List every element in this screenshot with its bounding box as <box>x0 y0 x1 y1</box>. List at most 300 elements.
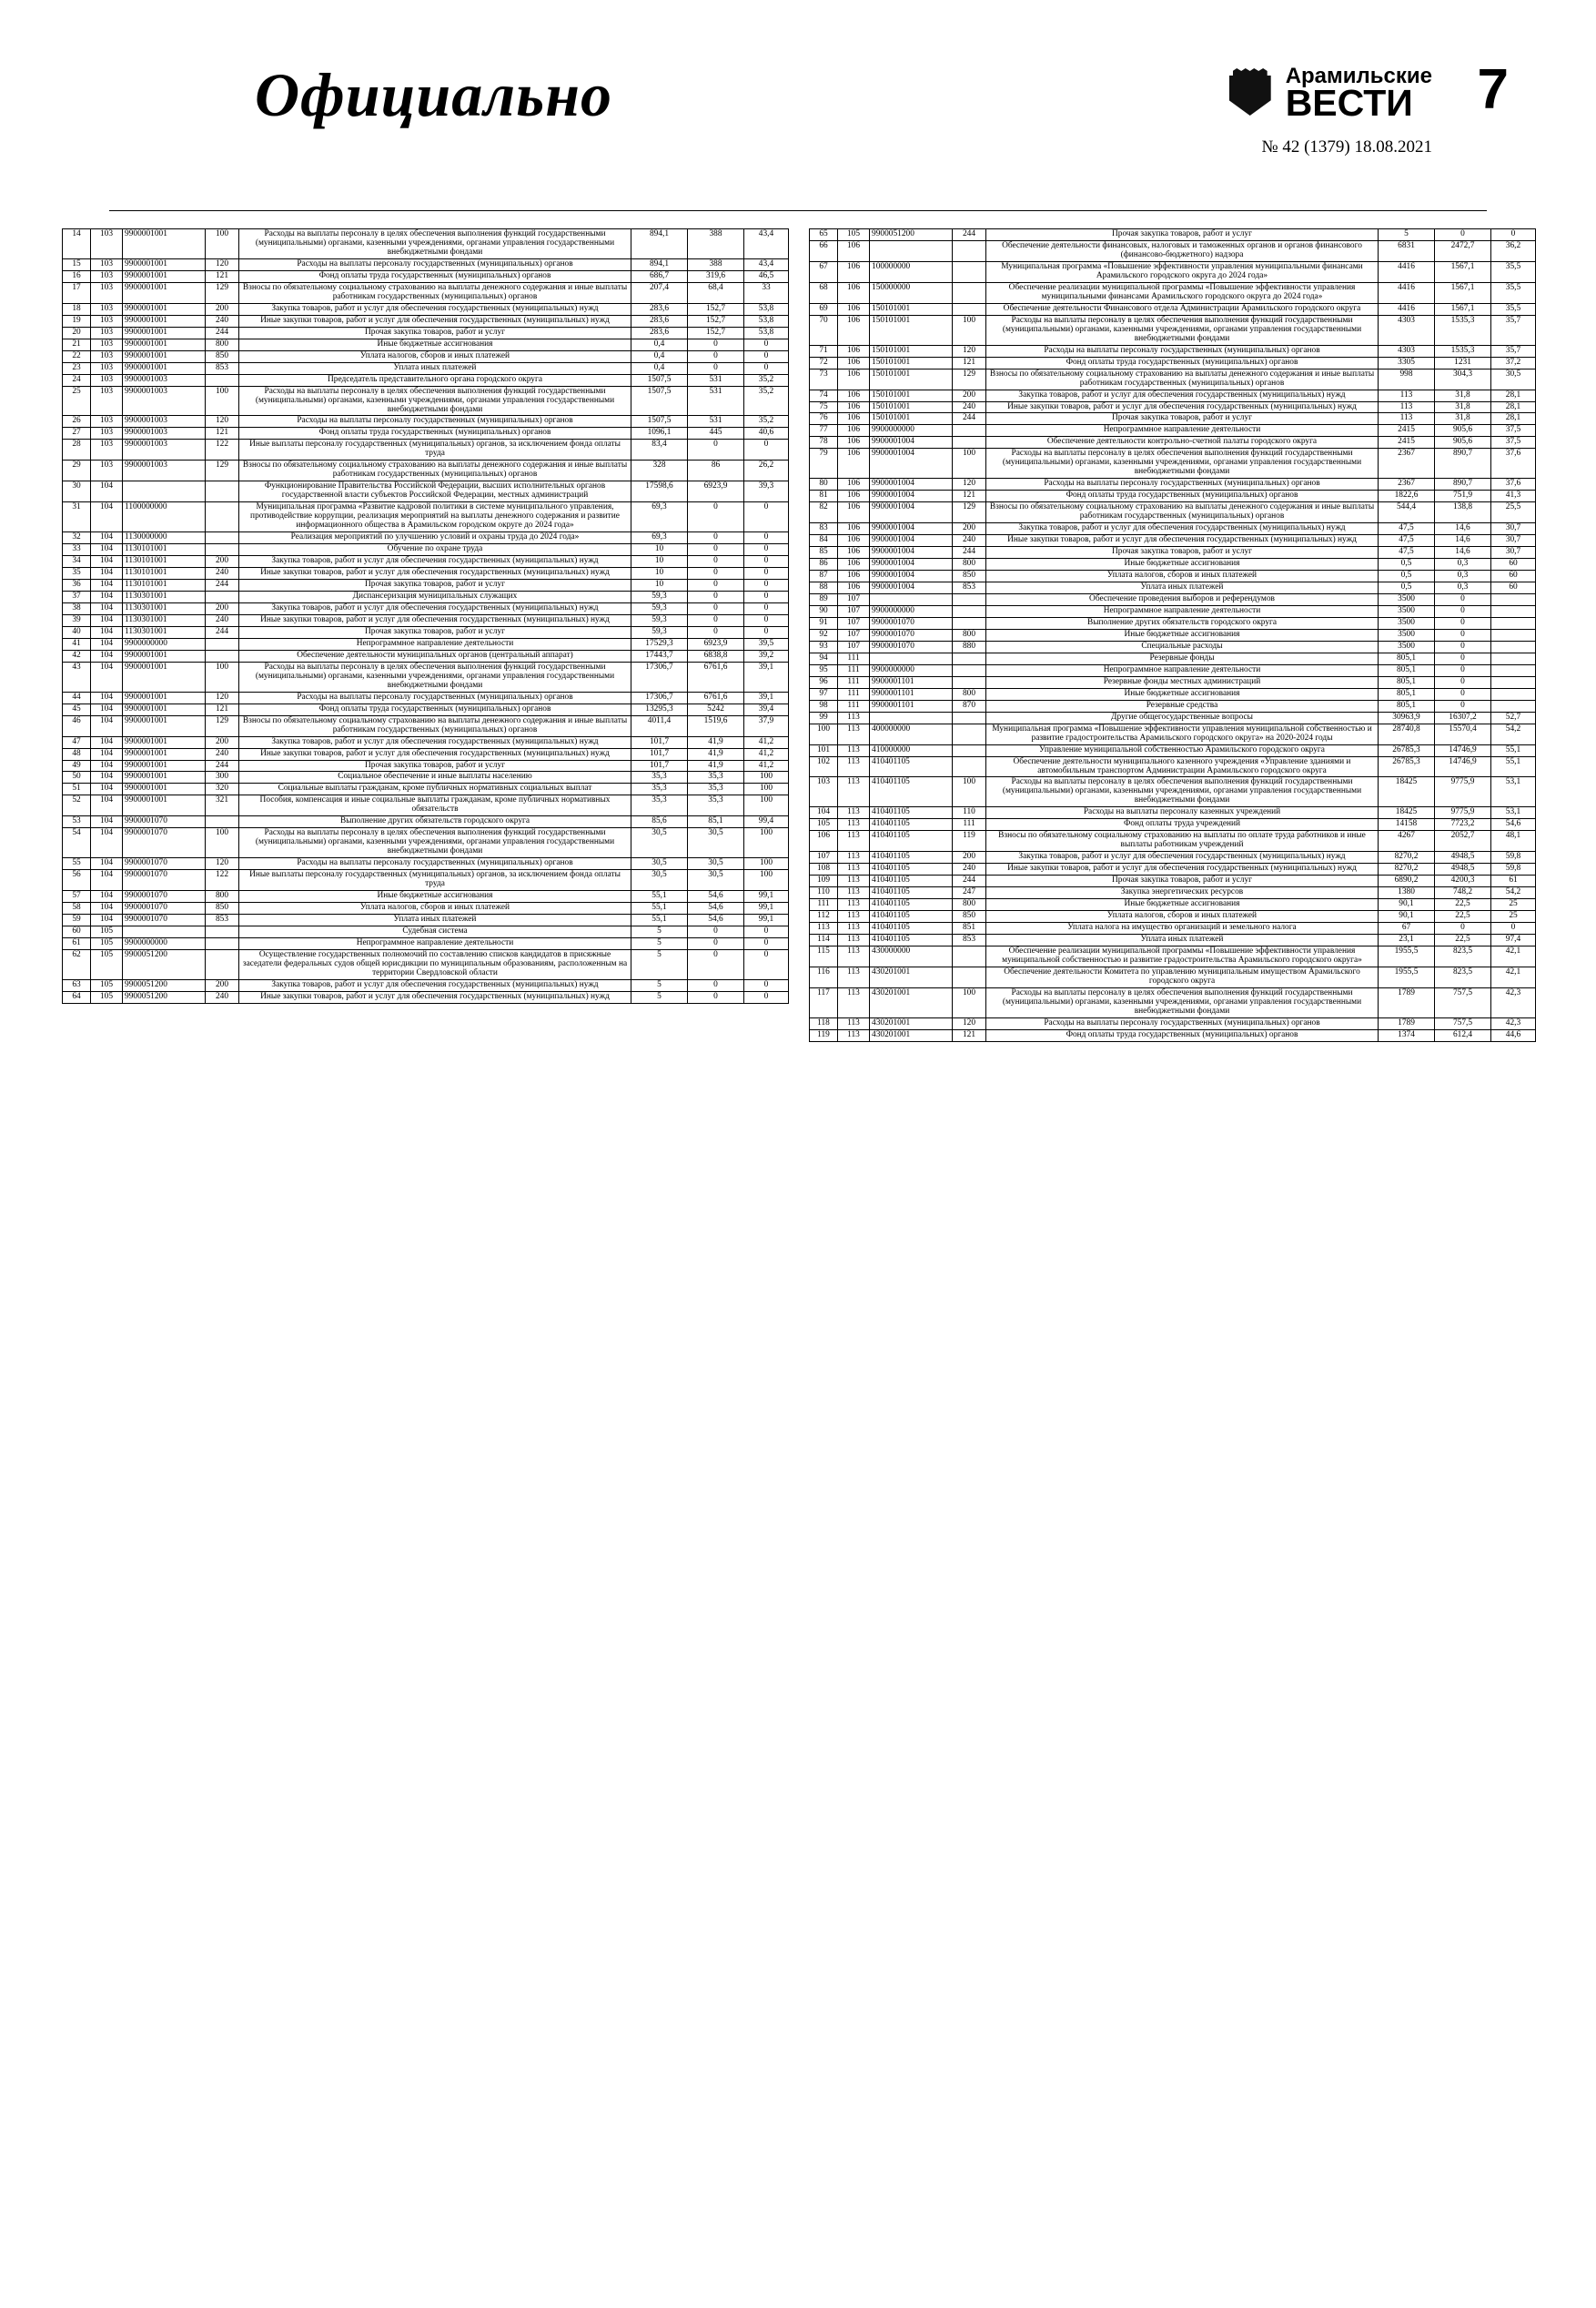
table-cell: 100 <box>744 858 789 870</box>
table-cell <box>239 362 631 374</box>
table-cell: 26785,3 <box>1379 744 1435 756</box>
table-cell <box>239 350 631 362</box>
table-cell: 42 <box>63 650 91 662</box>
table-cell: 103 <box>91 428 123 440</box>
table-cell: 112 <box>810 911 838 923</box>
table-cell: 120 <box>206 416 239 428</box>
table-cell: 103 <box>91 350 123 362</box>
table-row <box>810 724 1536 744</box>
table-cell: 410401105 <box>870 899 953 911</box>
row-name: Иные бюджетные ассигнования <box>377 339 493 349</box>
table-cell: 120 <box>953 1017 986 1029</box>
table-row <box>810 535 1536 547</box>
table-cell: 100 <box>810 724 838 744</box>
row-name: Расходы на выплаты персоналу государственных (муниципальных) органов <box>1044 345 1320 355</box>
table-cell: 4200,3 <box>1435 876 1491 887</box>
header-divider <box>109 210 1487 211</box>
table-cell <box>239 903 631 915</box>
row-name: Расходы на выплаты персоналу в целях обеспечения выполнения функций государственными (муниципальными) органами, казенными учреждениями, органами управления государственными внебюджетными фондами <box>255 386 615 414</box>
table-row <box>810 240 1536 261</box>
table-cell: 0 <box>1435 700 1491 712</box>
table-cell: 40,6 <box>744 428 789 440</box>
table-cell <box>986 923 1379 935</box>
table-cell: 0 <box>744 949 789 979</box>
table-cell: 0 <box>744 502 789 532</box>
table-cell: 410401105 <box>870 852 953 864</box>
table-cell <box>953 664 986 676</box>
table-cell <box>123 926 206 938</box>
row-name: Специальные расходы <box>1141 641 1223 651</box>
table-cell: 8270,2 <box>1379 852 1435 864</box>
table-cell: 0 <box>744 362 789 374</box>
table-cell: 33 <box>744 282 789 303</box>
row-name: Иные закупки товаров, работ и услуг для обеспечения государственных (муниципальных) нужд <box>260 568 610 578</box>
table-cell <box>986 617 1379 629</box>
table-cell: 113 <box>838 967 870 987</box>
row-name: Прочая закупка товаров, работ и услуг <box>365 327 505 337</box>
table-row <box>63 580 789 592</box>
table-row <box>63 638 789 650</box>
table-cell <box>239 315 631 327</box>
table-cell: 30,7 <box>1491 535 1536 547</box>
table-cell: 109 <box>810 876 838 887</box>
table-cell: 102 <box>810 756 838 777</box>
table-row <box>810 582 1536 594</box>
table-cell: 100 <box>206 662 239 692</box>
table-cell <box>986 700 1379 712</box>
table-cell: 3500 <box>1379 629 1435 641</box>
table-cell: 10 <box>631 580 688 592</box>
table-cell: 0 <box>1435 605 1491 617</box>
table-cell: 30 <box>63 481 91 502</box>
table-cell: 410401105 <box>870 923 953 935</box>
table-cell: 9900001070 <box>123 891 206 903</box>
table-cell: 9900001004 <box>870 547 953 559</box>
table-cell: 16 <box>63 270 91 282</box>
table-cell <box>239 979 631 991</box>
table-cell: 6923,9 <box>688 481 744 502</box>
table-cell <box>239 858 631 870</box>
table-cell: 85,6 <box>631 816 688 828</box>
table-cell <box>206 502 239 532</box>
table-cell: 106 <box>838 303 870 315</box>
table-cell: 9900000000 <box>870 605 953 617</box>
row-name: Фонд оплаты труда государственных (муниципальных) органов <box>1066 491 1298 501</box>
table-cell: 4416 <box>1379 261 1435 282</box>
table-cell <box>986 899 1379 911</box>
table-cell: 0 <box>688 979 744 991</box>
table-cell: 103 <box>91 270 123 282</box>
table-cell: 35,2 <box>744 386 789 416</box>
table-cell: 39,4 <box>744 704 789 715</box>
table-cell: 74 <box>810 390 838 401</box>
table-cell: 612,4 <box>1435 1029 1491 1041</box>
table-cell: 106 <box>838 425 870 437</box>
table-cell: 0,5 <box>1379 559 1435 571</box>
table-cell: 59,3 <box>631 591 688 602</box>
table-cell <box>953 724 986 744</box>
table-cell: 113 <box>838 807 870 819</box>
table-cell: 0,4 <box>631 362 688 374</box>
table-cell: 800 <box>953 688 986 700</box>
table-cell: 0 <box>1435 593 1491 605</box>
table-cell: 41,9 <box>688 760 744 772</box>
table-cell: 37,6 <box>1491 449 1536 479</box>
table-row <box>810 315 1536 345</box>
table-row <box>810 437 1536 449</box>
table-cell: 32 <box>63 532 91 544</box>
table-cell: 99,4 <box>744 816 789 828</box>
table-cell <box>1491 629 1536 641</box>
table-cell: 116 <box>810 967 838 987</box>
table-cell: 244 <box>953 876 986 887</box>
table-cell: 9900001070 <box>123 870 206 891</box>
table-row <box>63 828 789 858</box>
table-cell: 24 <box>63 374 91 386</box>
table-cell: 320 <box>206 784 239 795</box>
table-cell <box>986 1017 1379 1029</box>
table-cell: 240 <box>206 568 239 580</box>
row-name: Обеспечение деятельности Комитета по управлению муниципальным имуществом Арамильского городского округа <box>1004 967 1360 986</box>
table-cell <box>239 282 631 303</box>
table-cell <box>239 481 631 502</box>
table-cell: 54,6 <box>688 915 744 926</box>
table-cell: 120 <box>953 345 986 357</box>
row-name: Муниципальная программа «Повышение эффективности управления муниципальной собственностью и развитие градостроительства Арамильского городского округа» на 2020-2024 годы <box>992 724 1372 743</box>
table-cell: 104 <box>91 772 123 784</box>
table-row <box>810 491 1536 502</box>
table-cell: 445 <box>688 428 744 440</box>
table-cell: 1130301001 <box>123 614 206 626</box>
table-cell: 0 <box>688 626 744 638</box>
table-row <box>810 664 1536 676</box>
table-row <box>810 946 1536 967</box>
table-cell: 60 <box>1491 571 1536 582</box>
table-cell: 823,5 <box>1435 967 1491 987</box>
table-cell: 104 <box>91 715 123 736</box>
right-column <box>809 228 1536 1042</box>
table-cell: 54,6 <box>1491 819 1536 831</box>
row-name: Закупка товаров, работ и услуг для обеспечения государственных (муниципальных) нужд <box>1018 852 1346 862</box>
row-name: Иные закупки товаров, работ и услуг для обеспечения государственных (муниципальных) нужд <box>1007 401 1357 411</box>
table-cell <box>239 416 631 428</box>
table-cell <box>986 605 1379 617</box>
table-cell: 10 <box>631 544 688 556</box>
table-cell <box>1491 688 1536 700</box>
row-name: Фонд оплаты труда государственных (муниципальных) органов <box>318 270 551 280</box>
table-cell: 17306,7 <box>631 662 688 692</box>
table-cell <box>986 502 1379 523</box>
table-cell: 39,1 <box>744 692 789 704</box>
table-cell: 28,1 <box>1491 413 1536 425</box>
table-cell: 47,5 <box>1379 535 1435 547</box>
table-cell: 104 <box>91 915 123 926</box>
table-cell <box>1491 653 1536 664</box>
table-cell: 5242 <box>688 704 744 715</box>
table-cell: 9900001070 <box>123 858 206 870</box>
table-cell: 5 <box>631 926 688 938</box>
table-cell <box>986 819 1379 831</box>
row-name: Резервные фонды местных администраций <box>1103 676 1261 686</box>
table-cell <box>1491 641 1536 653</box>
table-cell: 113 <box>838 712 870 724</box>
table-cell: 2415 <box>1379 437 1435 449</box>
table-cell <box>986 315 1379 345</box>
table-cell: 47 <box>63 736 91 748</box>
table-cell: 121 <box>953 491 986 502</box>
table-cell: 35,3 <box>631 772 688 784</box>
table-cell: 105 <box>810 819 838 831</box>
table-row <box>810 282 1536 303</box>
table-cell: 62 <box>63 949 91 979</box>
table-cell: 103 <box>91 374 123 386</box>
table-cell: 111 <box>953 819 986 831</box>
table-cell: 104 <box>91 870 123 891</box>
table-cell: 14746,9 <box>1435 744 1491 756</box>
table-cell: 129 <box>206 715 239 736</box>
table-cell <box>986 887 1379 899</box>
table-cell <box>986 1029 1379 1041</box>
table-cell: 47,5 <box>1379 547 1435 559</box>
table-cell: 200 <box>206 736 239 748</box>
budget-table-left <box>62 228 789 1004</box>
table-cell: 52 <box>63 795 91 816</box>
table-cell: 113 <box>838 946 870 967</box>
table-cell: 59,3 <box>631 614 688 626</box>
row-name: Обеспечение деятельности контрольно-счетной палаты городского округа <box>1046 437 1318 447</box>
row-name: Муниципальная программа «Развитие кадровой политики в системе муниципального управления, противодействие коррупции, реализация мероприятий на выплаты денежного содержания и развитие информационного общества в Арамильском городском округе до 2024 года» <box>250 502 620 531</box>
table-cell: 17443,7 <box>631 650 688 662</box>
table-cell: 138,8 <box>1435 502 1491 523</box>
table-cell: 90 <box>810 605 838 617</box>
table-cell <box>206 938 239 950</box>
table-cell: 72 <box>810 357 838 369</box>
table-cell: 104 <box>91 614 123 626</box>
table-row <box>63 568 789 580</box>
table-cell: 113 <box>838 935 870 946</box>
table-cell: 44,6 <box>1491 1029 1536 1041</box>
table-cell: 95 <box>810 664 838 676</box>
table-cell: 106 <box>838 401 870 413</box>
table-cell: 9900001001 <box>123 704 206 715</box>
row-name: Иные закупки товаров, работ и услуг для обеспечения государственных (муниципальных) нужд <box>1007 535 1357 545</box>
table-cell: 10 <box>631 568 688 580</box>
table-cell: 114 <box>810 935 838 946</box>
table-cell: 121 <box>206 704 239 715</box>
table-cell: 106 <box>838 547 870 559</box>
table-cell: 69,3 <box>631 502 688 532</box>
table-cell: 800 <box>206 891 239 903</box>
table-cell: 1567,1 <box>1435 261 1491 282</box>
table-cell: 4416 <box>1379 303 1435 315</box>
page-number: 7 <box>1477 58 1509 121</box>
table-cell: 30,7 <box>1491 547 1536 559</box>
table-cell: 6923,9 <box>688 638 744 650</box>
table-row <box>63 502 789 532</box>
table-cell: 244 <box>953 413 986 425</box>
table-cell: 0 <box>744 991 789 1003</box>
table-cell: 75 <box>810 401 838 413</box>
table-cell: 107 <box>838 605 870 617</box>
table-cell: 64 <box>63 991 91 1003</box>
table-cell: 129 <box>953 502 986 523</box>
table-row <box>810 967 1536 987</box>
table-cell: 97 <box>810 688 838 700</box>
table-cell: 6761,6 <box>688 692 744 704</box>
row-name: Выполнение других обязательств городского округа <box>339 816 530 826</box>
table-cell <box>953 946 986 967</box>
table-cell <box>870 240 953 261</box>
table-cell: 388 <box>688 258 744 270</box>
table-cell: 1096,1 <box>631 428 688 440</box>
table-cell: 100 <box>206 828 239 858</box>
table-cell: 104 <box>91 502 123 532</box>
table-cell: 905,6 <box>1435 425 1491 437</box>
row-name: Фонд оплаты труда государственных (муниципальных) органов <box>318 428 551 438</box>
table-cell: 823,5 <box>1435 946 1491 967</box>
table-cell <box>986 688 1379 700</box>
table-cell: 41,3 <box>1491 491 1536 502</box>
table-cell: 0 <box>688 949 744 979</box>
table-cell: 0 <box>744 626 789 638</box>
table-cell <box>986 967 1379 987</box>
table-cell: 9900001004 <box>870 479 953 491</box>
table-cell: 113 <box>838 864 870 876</box>
table-row <box>63 979 789 991</box>
table-cell <box>206 638 239 650</box>
table-cell: 111 <box>838 688 870 700</box>
table-row <box>63 736 789 748</box>
table-cell: 36,2 <box>1491 240 1536 261</box>
table-cell: 26,2 <box>744 461 789 481</box>
table-cell: 0 <box>688 938 744 950</box>
table-cell: 18425 <box>1379 777 1435 807</box>
table-cell: 1380 <box>1379 887 1435 899</box>
table-cell: 111 <box>838 676 870 688</box>
table-cell: 150101001 <box>870 315 953 345</box>
table-cell: 1955,5 <box>1379 967 1435 987</box>
table-cell <box>986 712 1379 724</box>
table-cell: 244 <box>953 547 986 559</box>
table-cell <box>239 428 631 440</box>
table-cell: 0 <box>688 591 744 602</box>
table-row <box>810 923 1536 935</box>
table-cell: 0 <box>1435 676 1491 688</box>
table-cell <box>206 374 239 386</box>
table-cell: 4416 <box>1379 282 1435 303</box>
table-cell: 0 <box>688 926 744 938</box>
table-cell: 9900051200 <box>123 949 206 979</box>
table-cell: 152,7 <box>688 315 744 327</box>
table-cell: 44 <box>63 692 91 704</box>
table-cell <box>986 911 1379 923</box>
table-cell: 22,5 <box>1435 899 1491 911</box>
table-cell: 53,8 <box>744 327 789 339</box>
table-cell: 106 <box>838 369 870 390</box>
row-name: Расходы на выплаты персоналу государственных (муниципальных) органов <box>1044 1017 1320 1027</box>
table-cell: 30,7 <box>1491 523 1536 535</box>
table-cell: 9900001070 <box>870 617 953 629</box>
table-row <box>63 662 789 692</box>
table-cell: 8270,2 <box>1379 864 1435 876</box>
table-cell: 7723,2 <box>1435 819 1491 831</box>
table-cell <box>953 437 986 449</box>
table-cell <box>1491 664 1536 676</box>
row-name: Обеспечение проведения выборов и референдумов <box>1089 593 1275 603</box>
table-cell: 113 <box>810 923 838 935</box>
table-row <box>63 915 789 926</box>
table-cell: 152,7 <box>688 327 744 339</box>
table-cell <box>206 544 239 556</box>
table-cell: 0 <box>744 591 789 602</box>
table-cell: 93 <box>810 641 838 653</box>
table-cell <box>123 481 206 502</box>
table-cell: 101,7 <box>631 748 688 760</box>
table-cell: 800 <box>953 899 986 911</box>
table-cell: 104 <box>91 544 123 556</box>
table-cell: 31 <box>63 502 91 532</box>
table-cell: 98 <box>810 700 838 712</box>
row-name: Уплата налогов, сборов и иных платежей <box>1106 571 1258 581</box>
table-cell: 9900001003 <box>123 416 206 428</box>
table-cell: 120 <box>206 258 239 270</box>
table-cell: 14,6 <box>1435 523 1491 535</box>
table-cell: 0 <box>744 350 789 362</box>
table-cell: 30,5 <box>631 870 688 891</box>
table-cell: 49 <box>63 760 91 772</box>
table-cell: 150101001 <box>870 369 953 390</box>
table-cell <box>986 946 1379 967</box>
table-cell: 0 <box>744 556 789 568</box>
table-cell: 5 <box>631 949 688 979</box>
table-cell: 0 <box>688 991 744 1003</box>
table-cell: 113 <box>1379 390 1435 401</box>
table-cell: 37 <box>63 591 91 602</box>
table-cell: 83 <box>810 523 838 535</box>
table-columns <box>62 228 1536 1042</box>
table-cell: 39,2 <box>744 650 789 662</box>
table-cell: 107 <box>838 593 870 605</box>
table-cell: 53,1 <box>1491 777 1536 807</box>
table-cell: 48 <box>63 748 91 760</box>
table-cell: 70 <box>810 315 838 345</box>
table-cell <box>239 440 631 461</box>
table-cell: 9775,9 <box>1435 807 1491 819</box>
row-name: Расходы на выплаты персоналу в целях обеспечения выполнения функций государственными (муниципальными) органами, казенными учреждениями, органами управления государственными внебюджетными фондами <box>1002 449 1362 477</box>
table-cell: 106 <box>838 523 870 535</box>
table-cell: 59,3 <box>631 602 688 614</box>
table-cell: 19 <box>63 315 91 327</box>
table-cell: 686,7 <box>631 270 688 282</box>
table-row <box>810 303 1536 315</box>
table-cell: 55,1 <box>1491 744 1536 756</box>
table-cell: 28,1 <box>1491 390 1536 401</box>
table-cell: 283,6 <box>631 315 688 327</box>
table-cell: 410401105 <box>870 864 953 876</box>
table-cell: 113 <box>838 899 870 911</box>
table-cell <box>986 664 1379 676</box>
table-cell: 106 <box>838 390 870 401</box>
table-row <box>810 502 1536 523</box>
table-cell <box>986 935 1379 946</box>
table-cell: 53,8 <box>744 315 789 327</box>
table-cell <box>239 532 631 544</box>
table-cell <box>239 626 631 638</box>
table-cell <box>986 864 1379 876</box>
table-cell: 30963,9 <box>1379 712 1435 724</box>
table-cell: 33 <box>63 544 91 556</box>
table-cell <box>206 926 239 938</box>
